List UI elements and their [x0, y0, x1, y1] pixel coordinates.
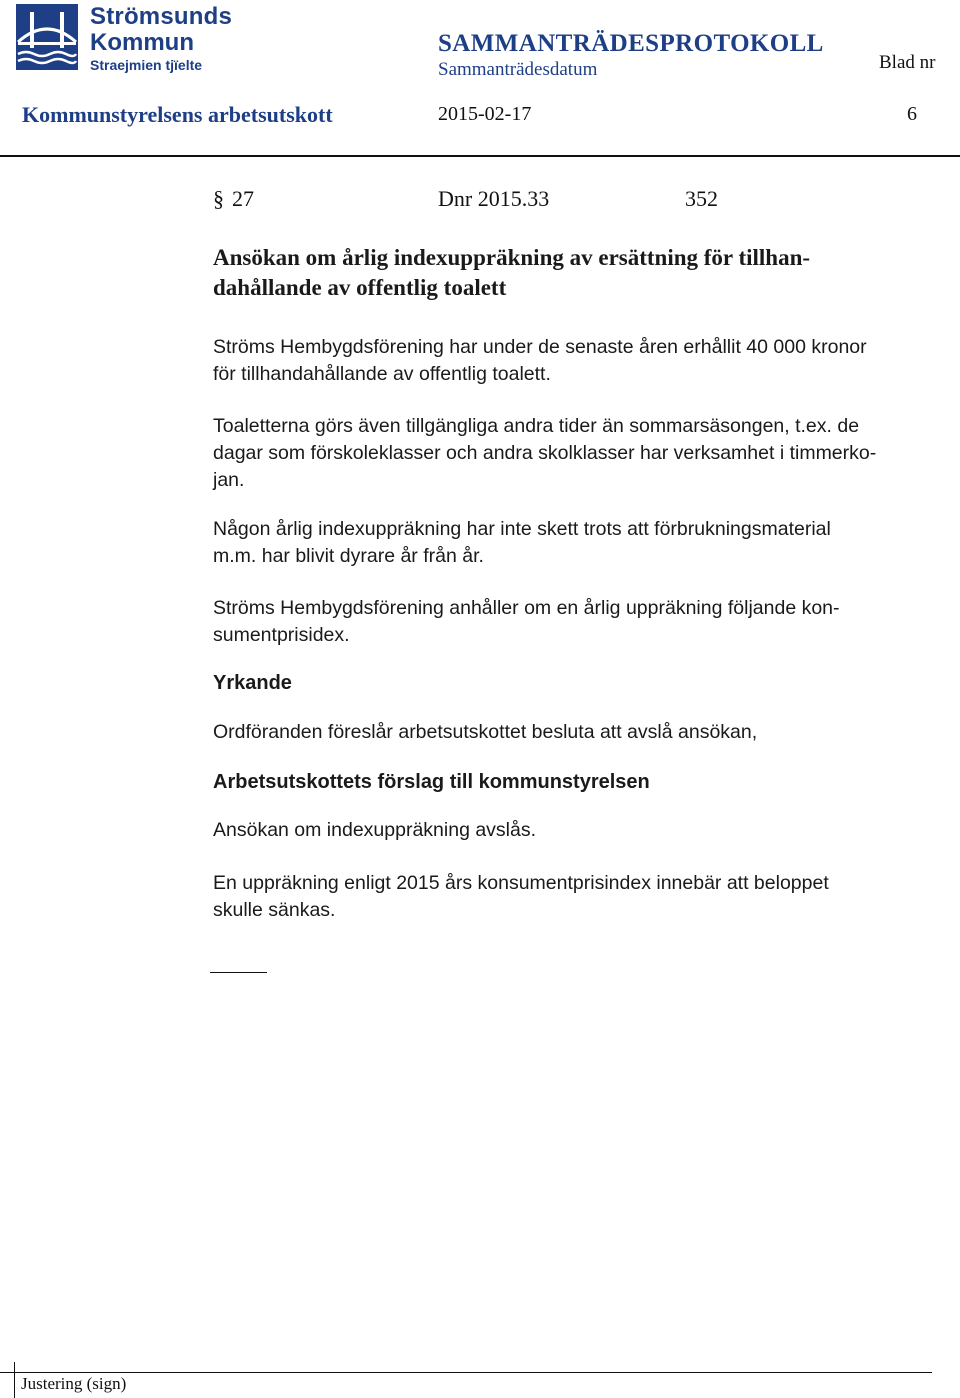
footer-divider: [0, 1372, 932, 1373]
paragraph-note: [213, 870, 933, 924]
logo-text-line2: Kommun: [90, 29, 194, 56]
meeting-date: 2015-02-17: [438, 103, 532, 125]
text-line: sumentprisidex.: [213, 624, 350, 646]
paragraph-decision: [213, 817, 933, 844]
signature-label: Justering (sign): [21, 1374, 127, 1393]
municipality-logo: [14, 2, 233, 76]
paragraph-background: [213, 334, 933, 388]
section-heading-line: dahållande av offentlig toalett: [213, 275, 507, 300]
text-line: Någon årlig indexuppräkning har inte skett trots att förbrukningsmaterial: [213, 518, 831, 540]
text-line: skulle sänkas.: [213, 899, 336, 921]
section-heading: [213, 243, 913, 303]
text-line: Toaletterna görs även tillgängliga andra tider än sommarsäsongen, t.ex. de: [213, 415, 860, 437]
document-title: SAMMANTRÄDESPROTOKOLL: [438, 30, 824, 57]
motion-heading: Yrkande: [213, 672, 292, 694]
paragraph-sign: §: [213, 186, 224, 211]
text-line: Ordföranden föreslår arbetsutskottet besluta att avslå ansökan,: [213, 721, 758, 743]
section-end-line: [210, 972, 267, 973]
logo-text-line1: Strömsunds: [90, 3, 233, 30]
text-line: En uppräkning enligt 2015 års konsumentprisindex innebär att beloppet: [213, 872, 829, 894]
committee-name: Kommunstyrelsens arbetsutskott: [22, 102, 333, 127]
logo-text-line3: Straejmien tjïelte: [90, 57, 203, 73]
paragraph-availability: [213, 413, 933, 494]
bridge-emblem-icon: [14, 2, 80, 72]
text-line: Ströms Hembygdsförening anhåller om en årlig uppräkning följande kon-: [213, 597, 840, 619]
paragraph-request: [213, 595, 933, 649]
sheet-number: 6: [907, 103, 917, 125]
text-line: för tillhandahållande av offentlig toalett.: [213, 363, 551, 385]
section-code: 352: [685, 186, 718, 211]
paragraph-no-indexation: [213, 516, 933, 570]
section-heading-line: Ansökan om årlig indexuppräkning av ersättning för tillhan-: [213, 245, 811, 270]
header-divider: [0, 155, 960, 157]
proposal-heading: Arbetsutskottets förslag till kommunstyrelsen: [213, 771, 650, 793]
diary-number: Dnr 2015.33: [438, 186, 550, 211]
meeting-date-label: Sammanträdesdatum: [438, 59, 598, 80]
text-line: dagar som förskoleklasser och andra skolklasser har verksamhet i timmerko-: [213, 442, 877, 464]
sheet-number-label: Blad nr: [879, 52, 936, 73]
signature-box-edge: [14, 1362, 15, 1398]
text-line: jan.: [213, 469, 245, 491]
text-line: Ströms Hembygdsförening har under de senaste åren erhållit 40 000 kronor: [213, 336, 867, 358]
text-line: m.m. har blivit dyrare år från år.: [213, 545, 484, 567]
section-number: 27: [232, 186, 254, 211]
text-line: Ansökan om indexuppräkning avslås.: [213, 819, 537, 841]
paragraph-motion: [213, 719, 933, 746]
